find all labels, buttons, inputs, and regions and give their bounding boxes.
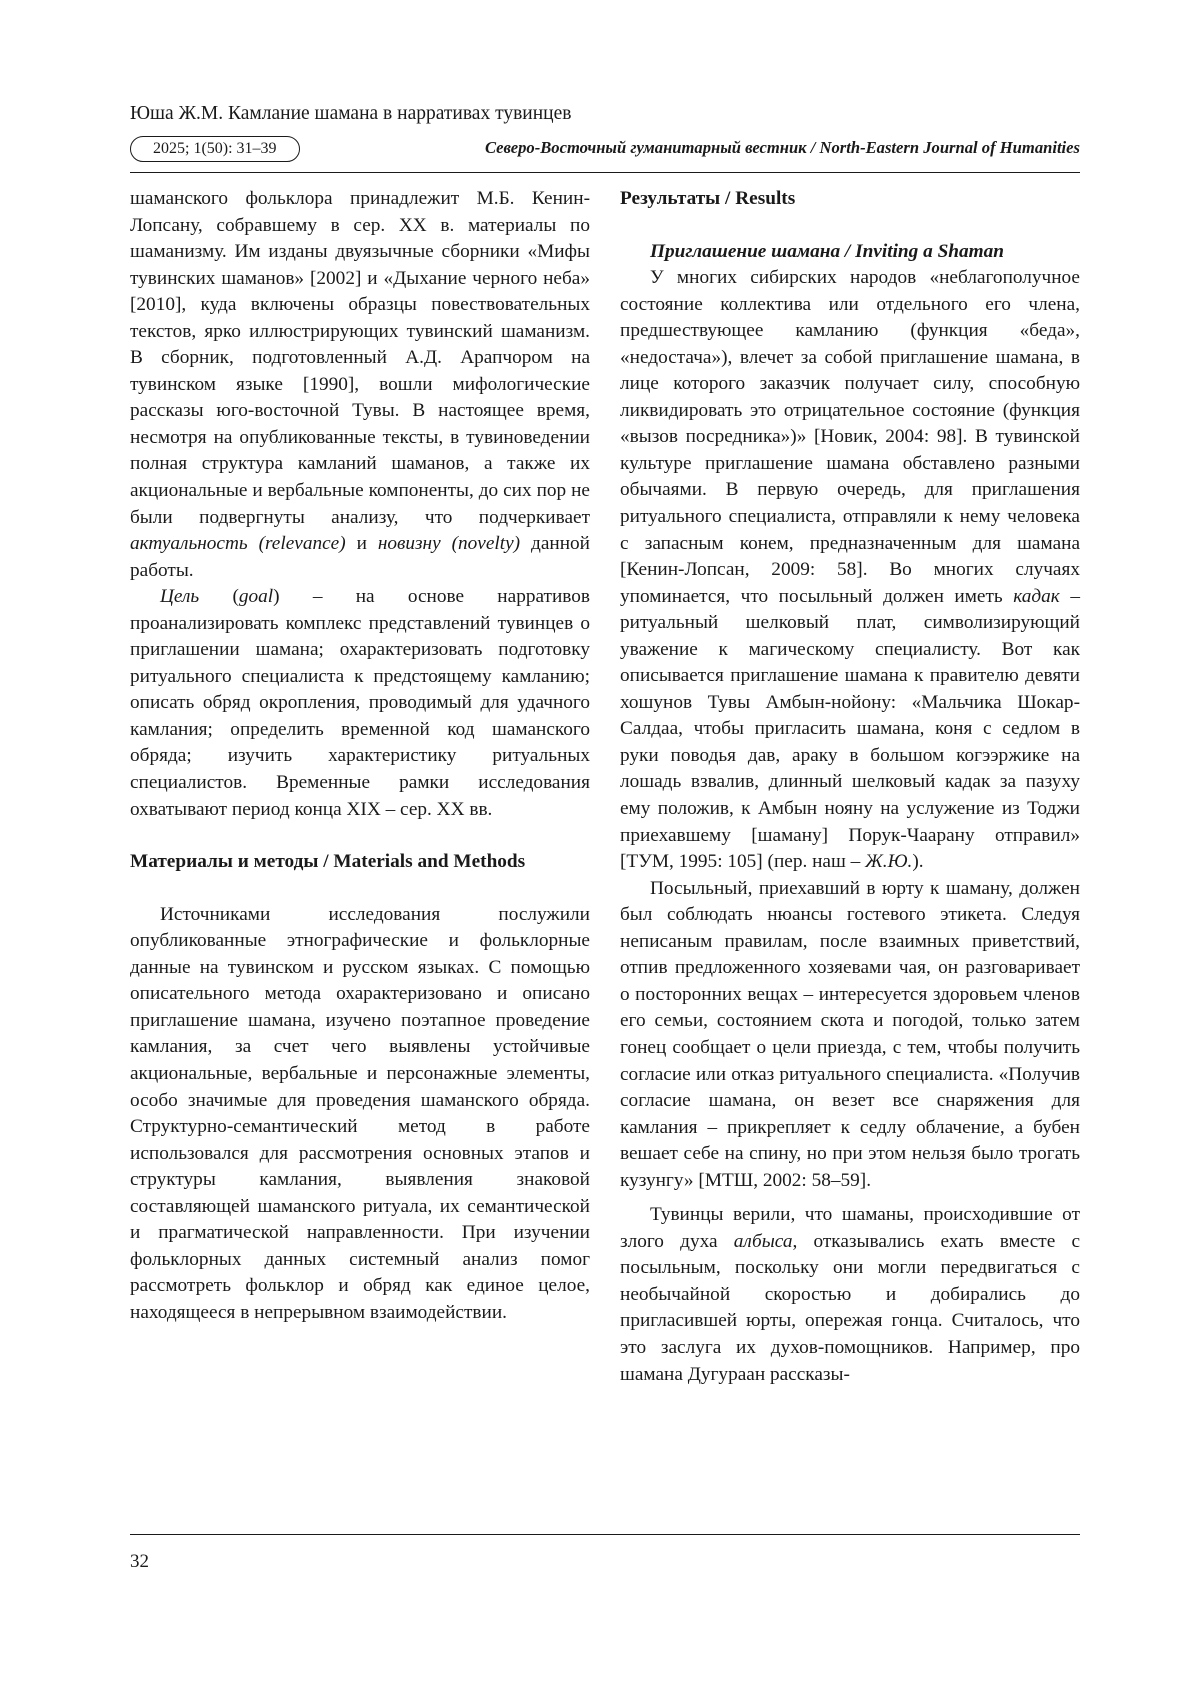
- results-heading: Результаты / Results: [620, 188, 796, 209]
- left-column: [130, 186, 590, 1326]
- intro-paragraph: [130, 186, 590, 584]
- journal-title: Северо-Восточный гуманитарный вестник / North-Eastern Journal of Humanities: [484, 138, 1080, 157]
- term-relevance: актуальность (relevance): [130, 533, 346, 555]
- methods-heading: Материалы и методы / Materials and Methods: [130, 851, 526, 873]
- author-initials: Ж.Ю.: [865, 851, 913, 873]
- term-goal: Цель: [160, 586, 200, 608]
- spacer: [130, 876, 590, 902]
- results-paragraph-1: [620, 265, 1080, 876]
- page-number: 32: [130, 1551, 149, 1572]
- spacer: [130, 823, 590, 849]
- term-kadak: кадак: [1013, 585, 1060, 607]
- results-paragraph-3: [620, 1202, 1080, 1388]
- issue-badge: 2025; 1(50): 31–39: [130, 136, 300, 162]
- text-run: данной работы.: [130, 533, 590, 581]
- text-run: (: [199, 586, 239, 608]
- spacer: [620, 213, 1080, 239]
- term-goal-en: goal: [238, 586, 274, 608]
- text-run: У многих сибирских народов «неблагополучное состояние коллектива или отдельного его члена, предшествующее камланию (функция «беда», «недостача»), влечет за собой приглашение шамана, в лице которого заказчик получает силу, способную ликвидировать это отрицательное состояние (функция «вызов посредника»)» [Новик, 2004: 98]. В тувинской культуре приглашение шамана обставлено разными обычаями. В первую очередь, для приглашения ритуального специалиста, отправляли к нему человека с запасным конем, предназначенным для шамана [Кенин-Лопсан, 2009: 58]. Во многих случаях упоминается, что посыльный должен иметь: [620, 267, 1080, 607]
- text-run: – ритуальный шелковый плат, символизирующий уважение к магическому специалисту. Вот как описывается приглашение шамана к правителю девяти хошунов Тувы Амбын-нойону: «Мальчика Шокар-Салдаа, чтобы пригласить шамана, коня с седлом в руки поводья дав, араку в большом когээржике на лошадь взвалив, длинный шелковый кадак за пазуху ему положив, к Амбын нояну на услужение из Тоджи приехавшему [шаману] Порук-Чаарану отправил» [ТУМ, 1995: 105] (пер. наш –: [620, 585, 1080, 873]
- text-run: и: [345, 533, 378, 555]
- text-run: , отказывались ехать вместе с посыльным, поскольку они могли передвигаться с необычайной скоростью и добирались до пригласившей юрты, опережая гонца. Считалось, что это заслуга их духов-помощников. Например, про шамана Дугураан рассказы-: [620, 1230, 1080, 1385]
- text-run: ) – на основе нарративов проанализировать комплекс представлений тувинцев о приглашении шамана; охарактеризовать подготовку ритуального специалиста к предстоящему камланию; описать обряд окропления, проводимый для удачного камлания; определить временной код шаманского обряда; изучить характеристику ритуальных специалистов. Временные рамки исследования охватывают период конца XIX – сер. XX вв.: [130, 586, 590, 820]
- methods-paragraph: Источниками исследования послужили опубликованные этнографические и фольклорные данные на тувинском и русском языках. С помощью описательного метода охарактеризовано и описано приглашение шамана, изучено поэтапное проведение камлания, за счет чего выявлены устойчивые акциональные, вербальные и персонажные элементы, особо значимые для проведения шаманского обряда. Структурно-семантический метод в работе использовался для рассмотрения основных этапов и структуры камлания, выявления знаковой составляющей шаманского ритуала, их семантической и прагматической направленности. При изучении фольклорных данных системный анализ помог рассмотреть фольклор и обряд как единое целое, находящееся в непрерывном взаимодействии.: [130, 903, 590, 1323]
- text-run: Тувинцы верили, что шаманы, происходившие от злого духа: [620, 1204, 1080, 1252]
- right-column: [620, 186, 1080, 1388]
- spacer: [620, 1194, 1080, 1202]
- header-rule: [130, 172, 1080, 173]
- term-novelty: новизну (novelty): [377, 533, 521, 555]
- results-paragraph-2: Посыльный, приехавший в юрту к шаману, должен был соблюдать нюансы гостевого этикета. Следуя неписаным правилам, после взаимных приветствий, отпив предложенного хозяевами чая, он разговаривает о посторонних вещах – интересуется здоровьем членов его семьи, состоянием скота и погодой, только затем гонец сообщает о цели приезда, с тем, чтобы получить согласие или отказ ритуального специалиста. «Получив согласие шамана, он везет все снаряжения для камлания – прикрепляет к седлу облачение, а бубен вешает себе на спину, но при этом нельзя было трогать кузунгу» [МТШ, 2002: 58–59].: [620, 877, 1080, 1191]
- issue-row: [130, 136, 1080, 164]
- text-run: шаманского фольклора принадлежит М.Б. Кенин-Лопсану, собравшему в сер. XX в. материалы по шаманизму. Им изданы двуязычные сборники «Мифы тувинских шаманов» [2002] и «Дыхание черного неба» [2010], куда включены образцы повествовательных текстов, ярко иллюстрирующих тувинский шаманизм. В сборник, подготовленный А.Д. Арапчором на тувинском языке [1990], вошли мифологические рассказы юго-восточной Тувы. В настоящее время, несмотря на опубликованные тексты, в тувиноведении полная структура камланий шаманов, а также их акциональные и вербальные компоненты, до сих пор не были подвергнуты анализу, что подчеркивает: [130, 188, 590, 528]
- section-subheading: Приглашение шамана / Inviting a Shaman: [650, 240, 1005, 262]
- text-run: ).: [912, 851, 924, 873]
- goal-paragraph: [130, 584, 590, 823]
- term-albys: албыса: [733, 1230, 793, 1252]
- running-title: Юша Ж.М. Камлание шамана в нарративах тувинцев: [130, 103, 572, 124]
- footer-rule: [130, 1534, 1080, 1535]
